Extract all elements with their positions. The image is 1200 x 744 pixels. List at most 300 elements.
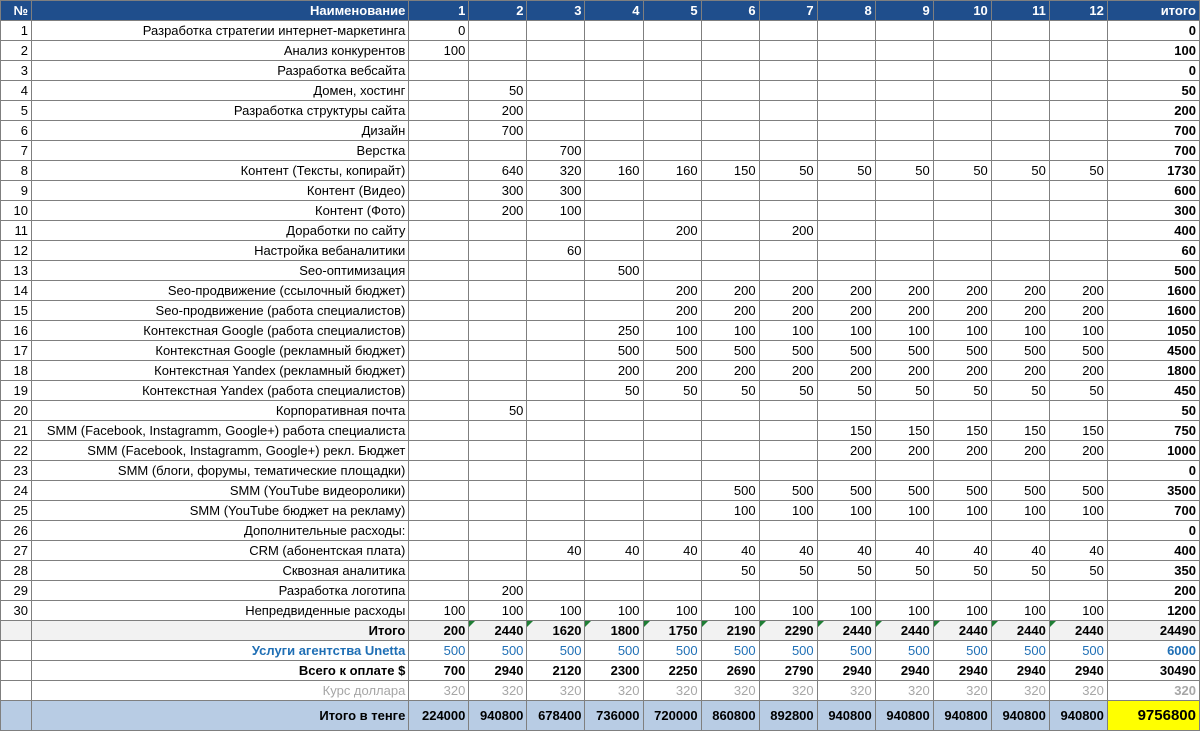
month-12-cell[interactable]: 100 [1049, 601, 1107, 621]
summary-month-5-cell[interactable]: 2250 [643, 661, 701, 681]
month-7-cell[interactable] [759, 441, 817, 461]
month-8-cell[interactable] [817, 141, 875, 161]
month-12-cell[interactable]: 100 [1049, 321, 1107, 341]
row-total-cell[interactable]: 0 [1107, 21, 1199, 41]
month-2-cell[interactable] [469, 521, 527, 541]
month-7-cell[interactable] [759, 41, 817, 61]
summary-month-1-cell[interactable]: 700 [409, 661, 469, 681]
row-total-cell[interactable]: 4500 [1107, 341, 1199, 361]
month-11-cell[interactable]: 50 [991, 381, 1049, 401]
summary-month-1-cell[interactable]: 320 [409, 681, 469, 701]
month-11-cell[interactable] [991, 201, 1049, 221]
month-2-cell[interactable] [469, 221, 527, 241]
item-name-cell[interactable]: Настройка вебаналитики [32, 241, 409, 261]
month-6-cell[interactable]: 40 [701, 541, 759, 561]
month-4-cell[interactable] [585, 401, 643, 421]
row-total-cell[interactable]: 700 [1107, 501, 1199, 521]
month-6-cell[interactable]: 500 [701, 341, 759, 361]
month-4-cell[interactable]: 500 [585, 341, 643, 361]
row-total-cell[interactable]: 0 [1107, 521, 1199, 541]
month-3-cell[interactable] [527, 41, 585, 61]
month-5-cell[interactable] [643, 481, 701, 501]
item-name-cell[interactable]: Верстка [32, 141, 409, 161]
item-name-cell[interactable]: Seo-продвижение (ссылочный бюджет) [32, 281, 409, 301]
month-11-cell[interactable] [991, 521, 1049, 541]
month-5-cell[interactable] [643, 241, 701, 261]
month-1-cell[interactable] [409, 501, 469, 521]
header-cell-month-9[interactable]: 9 [875, 1, 933, 21]
month-10-cell[interactable] [933, 141, 991, 161]
header-cell-month-1[interactable]: 1 [409, 1, 469, 21]
month-2-cell[interactable] [469, 421, 527, 441]
month-2-cell[interactable] [469, 561, 527, 581]
month-7-cell[interactable]: 200 [759, 221, 817, 241]
row-number-cell[interactable]: 5 [1, 101, 32, 121]
item-name-cell[interactable]: SMM (Facebook, Instagramm, Google+) работа специалиста [32, 421, 409, 441]
row-total-cell[interactable]: 400 [1107, 541, 1199, 561]
summary-month-3-cell[interactable]: 320 [527, 681, 585, 701]
month-4-cell[interactable] [585, 21, 643, 41]
month-9-cell[interactable] [875, 181, 933, 201]
month-9-cell[interactable] [875, 221, 933, 241]
month-12-cell[interactable] [1049, 221, 1107, 241]
month-3-cell[interactable] [527, 361, 585, 381]
month-6-cell[interactable] [701, 141, 759, 161]
row-total-cell[interactable]: 50 [1107, 81, 1199, 101]
month-12-cell[interactable] [1049, 61, 1107, 81]
month-4-cell[interactable]: 40 [585, 541, 643, 561]
row-total-cell[interactable]: 700 [1107, 121, 1199, 141]
item-name-cell[interactable]: Разработка структуры сайта [32, 101, 409, 121]
row-total-cell[interactable]: 700 [1107, 141, 1199, 161]
summary-label-cell[interactable]: Услуги агентства Unetta [32, 641, 409, 661]
empty-number-cell[interactable] [1, 681, 32, 701]
month-2-cell[interactable]: 50 [469, 401, 527, 421]
row-number-cell[interactable]: 20 [1, 401, 32, 421]
month-7-cell[interactable] [759, 21, 817, 41]
month-10-cell[interactable]: 50 [933, 161, 991, 181]
item-name-cell[interactable]: SMM (Facebook, Instagramm, Google+) рекл. Бюджет [32, 441, 409, 461]
month-9-cell[interactable] [875, 41, 933, 61]
month-9-cell[interactable]: 50 [875, 381, 933, 401]
month-10-cell[interactable] [933, 221, 991, 241]
item-name-cell[interactable]: Разработка вебсайта [32, 61, 409, 81]
row-number-cell[interactable]: 3 [1, 61, 32, 81]
month-2-cell[interactable] [469, 321, 527, 341]
month-11-cell[interactable]: 200 [991, 301, 1049, 321]
summary-month-9-cell[interactable]: 320 [875, 681, 933, 701]
month-3-cell[interactable] [527, 281, 585, 301]
month-1-cell[interactable] [409, 401, 469, 421]
month-12-cell[interactable]: 200 [1049, 281, 1107, 301]
month-6-cell[interactable] [701, 401, 759, 421]
month-4-cell[interactable] [585, 41, 643, 61]
month-8-cell[interactable]: 50 [817, 381, 875, 401]
month-3-cell[interactable] [527, 581, 585, 601]
month-10-cell[interactable] [933, 181, 991, 201]
summary-month-4-cell[interactable]: 320 [585, 681, 643, 701]
item-name-cell[interactable]: Сквозная аналитика [32, 561, 409, 581]
month-2-cell[interactable] [469, 241, 527, 261]
month-10-cell[interactable] [933, 41, 991, 61]
month-8-cell[interactable] [817, 181, 875, 201]
month-12-cell[interactable] [1049, 241, 1107, 261]
month-5-cell[interactable] [643, 561, 701, 581]
row-total-cell[interactable]: 1730 [1107, 161, 1199, 181]
month-8-cell[interactable]: 150 [817, 421, 875, 441]
month-11-cell[interactable]: 50 [991, 161, 1049, 181]
month-4-cell[interactable] [585, 581, 643, 601]
month-11-cell[interactable] [991, 141, 1049, 161]
month-8-cell[interactable]: 50 [817, 561, 875, 581]
month-7-cell[interactable] [759, 61, 817, 81]
summary-month-2-cell[interactable]: 940800 [469, 701, 527, 731]
month-4-cell[interactable] [585, 281, 643, 301]
item-name-cell[interactable]: Контекстная Yandex (рекламный бюджет) [32, 361, 409, 381]
month-7-cell[interactable] [759, 121, 817, 141]
month-3-cell[interactable] [527, 121, 585, 141]
month-5-cell[interactable] [643, 401, 701, 421]
row-total-cell[interactable]: 450 [1107, 381, 1199, 401]
month-1-cell[interactable] [409, 361, 469, 381]
summary-month-10-cell[interactable]: 320 [933, 681, 991, 701]
summary-month-2-cell[interactable]: 2440 [469, 621, 527, 641]
summary-month-3-cell[interactable]: 678400 [527, 701, 585, 731]
month-2-cell[interactable] [469, 541, 527, 561]
row-total-cell[interactable]: 1050 [1107, 321, 1199, 341]
month-3-cell[interactable] [527, 101, 585, 121]
month-7-cell[interactable]: 100 [759, 321, 817, 341]
month-7-cell[interactable]: 50 [759, 381, 817, 401]
summary-month-3-cell[interactable]: 500 [527, 641, 585, 661]
month-2-cell[interactable] [469, 261, 527, 281]
month-6-cell[interactable] [701, 41, 759, 61]
month-3-cell[interactable] [527, 501, 585, 521]
month-10-cell[interactable]: 150 [933, 421, 991, 441]
month-5-cell[interactable] [643, 141, 701, 161]
summary-label-cell[interactable]: Всего к оплате $ [32, 661, 409, 681]
row-number-cell[interactable]: 1 [1, 21, 32, 41]
month-1-cell[interactable] [409, 121, 469, 141]
month-2-cell[interactable] [469, 441, 527, 461]
month-9-cell[interactable]: 100 [875, 321, 933, 341]
row-total-cell[interactable]: 350 [1107, 561, 1199, 581]
month-8-cell[interactable] [817, 101, 875, 121]
month-11-cell[interactable]: 100 [991, 501, 1049, 521]
row-total-cell[interactable]: 300 [1107, 201, 1199, 221]
month-8-cell[interactable] [817, 581, 875, 601]
month-8-cell[interactable] [817, 201, 875, 221]
row-total-cell[interactable]: 0 [1107, 61, 1199, 81]
month-6-cell[interactable] [701, 241, 759, 261]
month-5-cell[interactable] [643, 421, 701, 441]
month-12-cell[interactable] [1049, 141, 1107, 161]
summary-month-12-cell[interactable]: 2440 [1049, 621, 1107, 641]
month-2-cell[interactable] [469, 481, 527, 501]
row-total-cell[interactable]: 3500 [1107, 481, 1199, 501]
month-10-cell[interactable] [933, 401, 991, 421]
month-4-cell[interactable] [585, 61, 643, 81]
row-total-cell[interactable]: 400 [1107, 221, 1199, 241]
row-number-cell[interactable]: 26 [1, 521, 32, 541]
month-9-cell[interactable]: 200 [875, 301, 933, 321]
summary-total-cell[interactable]: 24490 [1107, 621, 1199, 641]
month-2-cell[interactable]: 100 [469, 601, 527, 621]
month-11-cell[interactable]: 40 [991, 541, 1049, 561]
month-1-cell[interactable] [409, 201, 469, 221]
month-9-cell[interactable] [875, 581, 933, 601]
month-2-cell[interactable]: 700 [469, 121, 527, 141]
month-8-cell[interactable] [817, 41, 875, 61]
month-8-cell[interactable] [817, 61, 875, 81]
month-4-cell[interactable] [585, 241, 643, 261]
summary-month-2-cell[interactable]: 2940 [469, 661, 527, 681]
month-12-cell[interactable]: 50 [1049, 161, 1107, 181]
month-12-cell[interactable]: 200 [1049, 361, 1107, 381]
summary-total-cell[interactable]: 6000 [1107, 641, 1199, 661]
month-3-cell[interactable] [527, 401, 585, 421]
month-9-cell[interactable] [875, 141, 933, 161]
month-3-cell[interactable] [527, 441, 585, 461]
month-6-cell[interactable] [701, 261, 759, 281]
month-7-cell[interactable] [759, 181, 817, 201]
item-name-cell[interactable]: Разработка стратегии интернет-маркетинга [32, 21, 409, 41]
month-12-cell[interactable] [1049, 21, 1107, 41]
month-10-cell[interactable]: 500 [933, 341, 991, 361]
summary-month-8-cell[interactable]: 940800 [817, 701, 875, 731]
header-cell-month-12[interactable]: 12 [1049, 1, 1107, 21]
summary-month-12-cell[interactable]: 940800 [1049, 701, 1107, 731]
month-9-cell[interactable] [875, 61, 933, 81]
summary-month-5-cell[interactable]: 320 [643, 681, 701, 701]
month-10-cell[interactable] [933, 581, 991, 601]
summary-month-11-cell[interactable]: 2940 [991, 661, 1049, 681]
month-11-cell[interactable] [991, 61, 1049, 81]
month-1-cell[interactable] [409, 281, 469, 301]
month-9-cell[interactable] [875, 201, 933, 221]
summary-month-9-cell[interactable]: 940800 [875, 701, 933, 731]
month-5-cell[interactable] [643, 581, 701, 601]
month-1-cell[interactable] [409, 541, 469, 561]
row-number-cell[interactable]: 28 [1, 561, 32, 581]
month-1-cell[interactable] [409, 301, 469, 321]
month-6-cell[interactable] [701, 421, 759, 441]
summary-total-cell[interactable]: 30490 [1107, 661, 1199, 681]
month-8-cell[interactable] [817, 401, 875, 421]
header-cell-month-10[interactable]: 10 [933, 1, 991, 21]
month-4-cell[interactable]: 200 [585, 361, 643, 381]
month-3-cell[interactable] [527, 301, 585, 321]
row-total-cell[interactable]: 50 [1107, 401, 1199, 421]
item-name-cell[interactable]: Домен, хостинг [32, 81, 409, 101]
month-9-cell[interactable]: 100 [875, 501, 933, 521]
header-cell-month-8[interactable]: 8 [817, 1, 875, 21]
month-7-cell[interactable] [759, 101, 817, 121]
summary-month-9-cell[interactable]: 2940 [875, 661, 933, 681]
month-4-cell[interactable] [585, 481, 643, 501]
month-1-cell[interactable] [409, 381, 469, 401]
month-8-cell[interactable] [817, 261, 875, 281]
month-2-cell[interactable] [469, 141, 527, 161]
month-6-cell[interactable]: 50 [701, 561, 759, 581]
month-6-cell[interactable]: 150 [701, 161, 759, 181]
month-7-cell[interactable]: 40 [759, 541, 817, 561]
summary-month-6-cell[interactable]: 860800 [701, 701, 759, 731]
month-12-cell[interactable]: 50 [1049, 561, 1107, 581]
summary-month-10-cell[interactable]: 940800 [933, 701, 991, 731]
summary-month-4-cell[interactable]: 1800 [585, 621, 643, 641]
summary-month-7-cell[interactable]: 2790 [759, 661, 817, 681]
item-name-cell[interactable]: Контент (Тексты, копирайт) [32, 161, 409, 181]
summary-month-8-cell[interactable]: 500 [817, 641, 875, 661]
month-10-cell[interactable]: 500 [933, 481, 991, 501]
month-5-cell[interactable] [643, 461, 701, 481]
summary-month-1-cell[interactable]: 224000 [409, 701, 469, 731]
month-4-cell[interactable] [585, 181, 643, 201]
month-5-cell[interactable]: 160 [643, 161, 701, 181]
row-total-cell[interactable]: 1000 [1107, 441, 1199, 461]
item-name-cell[interactable]: Доработки по сайту [32, 221, 409, 241]
month-12-cell[interactable] [1049, 41, 1107, 61]
month-4-cell[interactable] [585, 301, 643, 321]
month-7-cell[interactable] [759, 521, 817, 541]
month-5-cell[interactable]: 200 [643, 361, 701, 381]
row-total-cell[interactable]: 600 [1107, 181, 1199, 201]
month-8-cell[interactable] [817, 81, 875, 101]
month-8-cell[interactable]: 40 [817, 541, 875, 561]
month-8-cell[interactable]: 200 [817, 301, 875, 321]
month-2-cell[interactable] [469, 41, 527, 61]
row-number-cell[interactable]: 10 [1, 201, 32, 221]
month-5-cell[interactable] [643, 181, 701, 201]
month-9-cell[interactable] [875, 261, 933, 281]
item-name-cell[interactable]: Seo-продвижение (работа специалистов) [32, 301, 409, 321]
month-6-cell[interactable] [701, 221, 759, 241]
month-12-cell[interactable] [1049, 581, 1107, 601]
row-number-cell[interactable]: 25 [1, 501, 32, 521]
month-1-cell[interactable]: 100 [409, 41, 469, 61]
month-8-cell[interactable]: 100 [817, 501, 875, 521]
summary-month-10-cell[interactable]: 500 [933, 641, 991, 661]
month-11-cell[interactable]: 200 [991, 441, 1049, 461]
month-4-cell[interactable] [585, 101, 643, 121]
month-10-cell[interactable]: 100 [933, 321, 991, 341]
month-1-cell[interactable] [409, 61, 469, 81]
month-11-cell[interactable] [991, 121, 1049, 141]
month-3-cell[interactable]: 100 [527, 601, 585, 621]
month-4-cell[interactable]: 500 [585, 261, 643, 281]
month-11-cell[interactable] [991, 81, 1049, 101]
row-number-cell[interactable]: 12 [1, 241, 32, 261]
month-2-cell[interactable] [469, 21, 527, 41]
header-cell-month-2[interactable]: 2 [469, 1, 527, 21]
month-3-cell[interactable] [527, 521, 585, 541]
row-number-cell[interactable]: 13 [1, 261, 32, 281]
row-total-cell[interactable]: 200 [1107, 101, 1199, 121]
month-7-cell[interactable] [759, 581, 817, 601]
month-11-cell[interactable] [991, 461, 1049, 481]
month-2-cell[interactable]: 200 [469, 581, 527, 601]
item-name-cell[interactable]: SMM (YouTube видеоролики) [32, 481, 409, 501]
month-6-cell[interactable] [701, 581, 759, 601]
item-name-cell[interactable]: Анализ конкурентов [32, 41, 409, 61]
month-12-cell[interactable]: 150 [1049, 421, 1107, 441]
item-name-cell[interactable]: Контент (Фото) [32, 201, 409, 221]
row-total-cell[interactable]: 1200 [1107, 601, 1199, 621]
month-12-cell[interactable] [1049, 401, 1107, 421]
month-6-cell[interactable] [701, 441, 759, 461]
summary-label-cell[interactable]: Итого в тенге [32, 701, 409, 731]
month-10-cell[interactable] [933, 521, 991, 541]
summary-month-12-cell[interactable]: 2940 [1049, 661, 1107, 681]
summary-month-2-cell[interactable]: 500 [469, 641, 527, 661]
month-2-cell[interactable]: 200 [469, 101, 527, 121]
month-4-cell[interactable] [585, 521, 643, 541]
item-name-cell[interactable]: SMM (блоги, форумы, тематические площадки) [32, 461, 409, 481]
month-12-cell[interactable] [1049, 101, 1107, 121]
month-8-cell[interactable]: 500 [817, 341, 875, 361]
month-7-cell[interactable]: 500 [759, 341, 817, 361]
row-number-cell[interactable]: 24 [1, 481, 32, 501]
month-3-cell[interactable] [527, 381, 585, 401]
month-5-cell[interactable] [643, 41, 701, 61]
row-number-cell[interactable]: 4 [1, 81, 32, 101]
month-8-cell[interactable]: 200 [817, 281, 875, 301]
month-1-cell[interactable] [409, 341, 469, 361]
month-12-cell[interactable] [1049, 121, 1107, 141]
summary-month-7-cell[interactable]: 2290 [759, 621, 817, 641]
month-7-cell[interactable]: 100 [759, 501, 817, 521]
month-8-cell[interactable] [817, 241, 875, 261]
row-number-cell[interactable]: 8 [1, 161, 32, 181]
month-9-cell[interactable] [875, 81, 933, 101]
month-8-cell[interactable]: 500 [817, 481, 875, 501]
month-2-cell[interactable]: 200 [469, 201, 527, 221]
month-7-cell[interactable] [759, 201, 817, 221]
month-10-cell[interactable]: 50 [933, 561, 991, 581]
summary-month-6-cell[interactable]: 2690 [701, 661, 759, 681]
empty-number-cell[interactable] [1, 661, 32, 681]
month-7-cell[interactable] [759, 261, 817, 281]
month-10-cell[interactable] [933, 461, 991, 481]
month-10-cell[interactable] [933, 81, 991, 101]
month-10-cell[interactable]: 40 [933, 541, 991, 561]
row-number-cell[interactable]: 23 [1, 461, 32, 481]
month-11-cell[interactable]: 150 [991, 421, 1049, 441]
month-3-cell[interactable] [527, 481, 585, 501]
summary-month-7-cell[interactable]: 500 [759, 641, 817, 661]
month-6-cell[interactable]: 100 [701, 601, 759, 621]
month-10-cell[interactable]: 100 [933, 501, 991, 521]
month-3-cell[interactable]: 300 [527, 181, 585, 201]
month-7-cell[interactable] [759, 241, 817, 261]
month-6-cell[interactable] [701, 121, 759, 141]
summary-total-cell[interactable]: 9756800 [1107, 701, 1199, 731]
month-2-cell[interactable] [469, 461, 527, 481]
month-5-cell[interactable] [643, 201, 701, 221]
summary-month-11-cell[interactable]: 500 [991, 641, 1049, 661]
month-3-cell[interactable]: 320 [527, 161, 585, 181]
month-1-cell[interactable] [409, 561, 469, 581]
month-3-cell[interactable]: 40 [527, 541, 585, 561]
month-2-cell[interactable]: 640 [469, 161, 527, 181]
month-11-cell[interactable] [991, 41, 1049, 61]
row-total-cell[interactable]: 1600 [1107, 281, 1199, 301]
month-6-cell[interactable]: 500 [701, 481, 759, 501]
month-4-cell[interactable]: 160 [585, 161, 643, 181]
month-1-cell[interactable]: 0 [409, 21, 469, 41]
month-7-cell[interactable]: 200 [759, 301, 817, 321]
